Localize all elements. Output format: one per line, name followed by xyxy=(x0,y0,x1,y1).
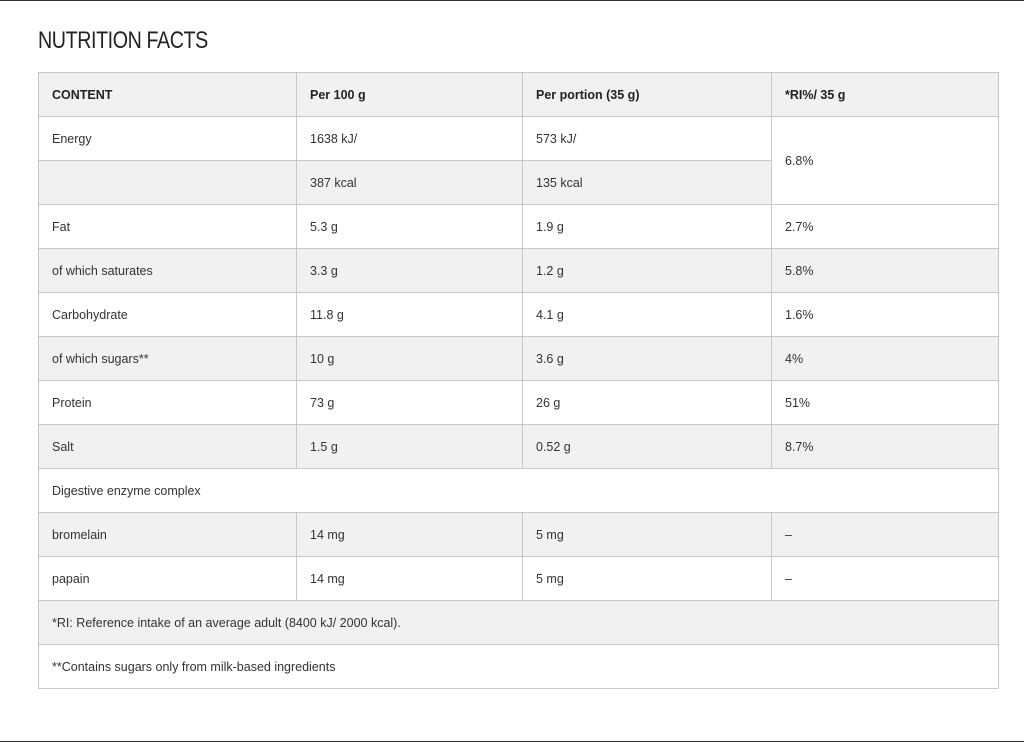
nutrient-name: Salt xyxy=(39,425,297,469)
header-ri: *RI%/ 35 g xyxy=(772,73,999,117)
per-100g-value: 10 g xyxy=(297,337,523,381)
table-row xyxy=(39,557,999,601)
per-portion-value: 1.2 g xyxy=(523,249,772,293)
per-100g-value: 1.5 g xyxy=(297,425,523,469)
table-row xyxy=(39,645,999,689)
per-portion-value: 5 mg xyxy=(523,557,772,601)
section-heading: Digestive enzyme complex xyxy=(39,469,999,513)
nutrient-name: bromelain xyxy=(39,513,297,557)
ri-value: – xyxy=(772,557,999,601)
page-title: NUTRITION FACTS xyxy=(38,27,208,54)
per-portion-value: 573 kJ/ xyxy=(523,117,772,161)
ri-value: 6.8% xyxy=(772,117,999,205)
table-row xyxy=(39,249,999,293)
per-100g-value: 5.3 g xyxy=(297,205,523,249)
per-100g-value: 1638 kJ/ xyxy=(297,117,523,161)
table-header-row xyxy=(39,73,999,117)
table-row xyxy=(39,293,999,337)
nutrient-name: Protein xyxy=(39,381,297,425)
nutrient-name: Energy xyxy=(39,117,297,161)
per-100g-value: 73 g xyxy=(297,381,523,425)
table-row xyxy=(39,205,999,249)
table-row xyxy=(39,469,999,513)
per-portion-value: 4.1 g xyxy=(523,293,772,337)
ri-value: 4% xyxy=(772,337,999,381)
ri-footnote: *RI: Reference intake of an average adult (8400 kJ/ 2000 kcal). xyxy=(39,601,999,645)
nutrient-name-empty xyxy=(39,161,297,205)
ri-value: 5.8% xyxy=(772,249,999,293)
ri-value: – xyxy=(772,513,999,557)
header-per-portion: Per portion (35 g) xyxy=(523,73,772,117)
nutrient-name: Carbohydrate xyxy=(39,293,297,337)
nutrition-table xyxy=(38,72,999,689)
per-100g-value: 14 mg xyxy=(297,513,523,557)
header-content: CONTENT xyxy=(39,73,297,117)
per-portion-value: 0.52 g xyxy=(523,425,772,469)
per-portion-value: 135 kcal xyxy=(523,161,772,205)
ri-value: 2.7% xyxy=(772,205,999,249)
header-per-100g: Per 100 g xyxy=(297,73,523,117)
table-row xyxy=(39,601,999,645)
per-portion-value: 3.6 g xyxy=(523,337,772,381)
ri-value: 8.7% xyxy=(772,425,999,469)
nutrient-name: of which sugars** xyxy=(39,337,297,381)
per-portion-value: 5 mg xyxy=(523,513,772,557)
nutrient-name: Fat xyxy=(39,205,297,249)
ri-value: 51% xyxy=(772,381,999,425)
per-portion-value: 1.9 g xyxy=(523,205,772,249)
table-row xyxy=(39,337,999,381)
table-row xyxy=(39,117,999,161)
per-100g-value: 3.3 g xyxy=(297,249,523,293)
per-100g-value: 387 kcal xyxy=(297,161,523,205)
nutrient-name: of which saturates xyxy=(39,249,297,293)
table-row xyxy=(39,381,999,425)
ri-value: 1.6% xyxy=(772,293,999,337)
per-100g-value: 14 mg xyxy=(297,557,523,601)
per-portion-value: 26 g xyxy=(523,381,772,425)
top-divider xyxy=(0,0,1024,1)
table-row xyxy=(39,425,999,469)
per-100g-value: 11.8 g xyxy=(297,293,523,337)
sugar-footnote: **Contains sugars only from milk-based ingredients xyxy=(39,645,999,689)
table-row xyxy=(39,513,999,557)
nutrient-name: papain xyxy=(39,557,297,601)
